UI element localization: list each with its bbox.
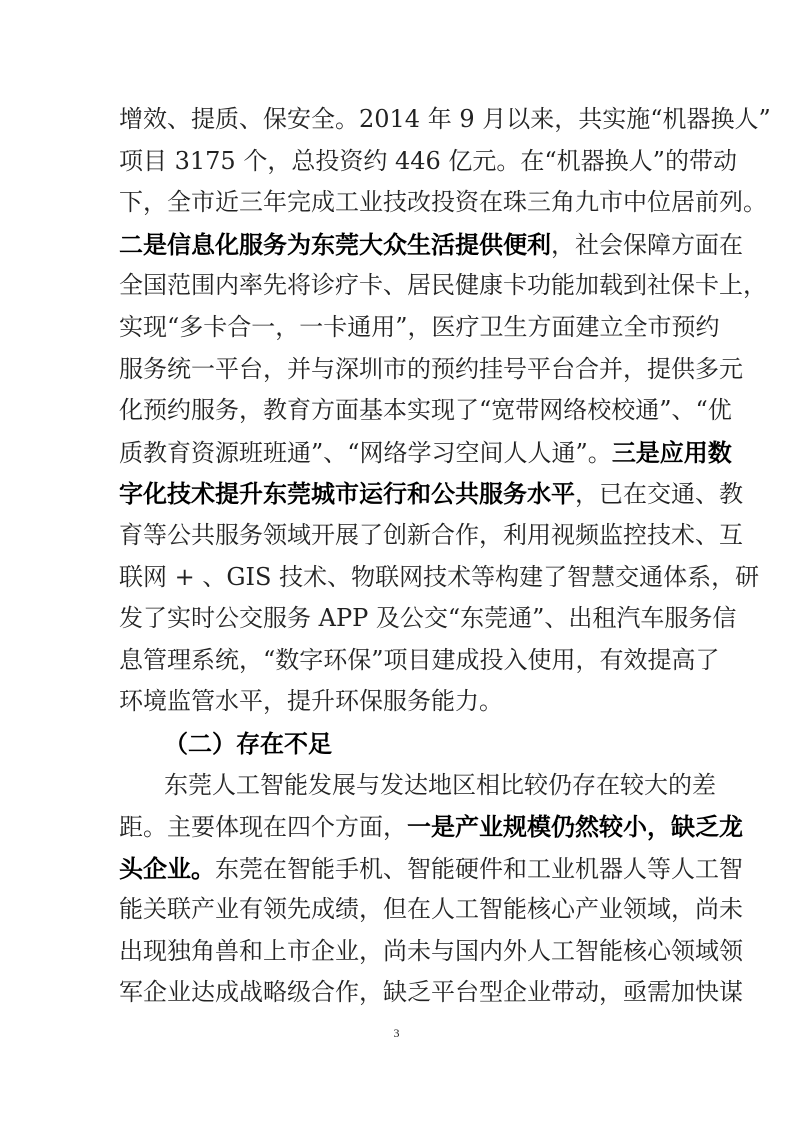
text-line: [119, 515, 743, 557]
text-line: [119, 265, 767, 307]
text-line: [119, 473, 743, 515]
text-segment: 育等公共服务领域开展了创新合作，利用视频监控技术、互: [119, 520, 743, 549]
text-line: [119, 307, 720, 349]
text-segment: 东莞人工智能发展与发达地区相比较仍存在较大的差: [164, 770, 716, 799]
text-segment: 项目 3175 个，总投资约 446 亿元。在“机器换人”的带动: [119, 146, 737, 175]
text-segment: 化预约服务，教育方面基本实现了“宽带网络校校通”、“优: [119, 396, 732, 425]
text-segment: 军企业达成战略级合作，缺乏平台型企业带动，亟需加快谋: [119, 978, 743, 1007]
page-number: 3: [393, 1026, 400, 1040]
document-body: [119, 99, 771, 1014]
bold-text: 头企业。: [119, 853, 215, 883]
text-segment: 息管理系统，“数字环保”项目建成投入使用，有效提高了: [119, 645, 720, 674]
bold-text: 字化技术提升东莞城市运行和公共服务水平: [119, 479, 575, 509]
text-line: [119, 765, 716, 807]
text-segment: 质教育资源班班通”、“网络学习空间人人通”。: [119, 438, 612, 467]
text-segment: 服务统一平台，并与深圳市的预约挂号平台合并，提供多元: [119, 354, 743, 383]
bold-text: 三是应用数: [611, 437, 732, 467]
text-segment: 全国范围内率先将诊疗卡、居民健康卡功能加载到社保卡上，: [119, 271, 767, 300]
bold-text: （二）存在不足: [164, 728, 332, 758]
text-segment: 实现“多卡合一，一卡通用”，医疗卫生方面建立全市预约: [119, 312, 720, 341]
section-heading: [119, 723, 676, 765]
text-line: [119, 557, 760, 599]
text-segment: 距。主要体现在四个方面，: [119, 813, 407, 842]
text-segment: 环境监管水平，提升环保服务能力。: [119, 687, 503, 716]
text-segment: 出现独角兽和上市企业，尚未与国内外人工智能核心领域领: [119, 936, 743, 965]
text-line: [119, 99, 771, 141]
text-line: [119, 889, 743, 931]
text-line: [119, 432, 732, 474]
text-line: [119, 224, 743, 266]
text-segment: ，社会保障方面在: [551, 230, 743, 259]
text-line: [119, 390, 732, 432]
text-line: [119, 681, 676, 723]
text-line: [119, 640, 720, 682]
text-segment: 下，全市近三年完成工业技改投资在珠三角九市中位居前列。: [119, 188, 767, 217]
bold-text: 二是信息化服务为东莞大众生活提供便利: [119, 229, 551, 259]
text-line: [119, 972, 743, 1014]
text-segment: 发了实时公交服务 APP 及公交“东莞通”、出租汽车服务信: [119, 604, 737, 633]
text-segment: ，已在交通、教: [575, 480, 743, 509]
text-line: [119, 806, 743, 848]
text-line: [119, 848, 743, 890]
text-segment: 东莞在智能手机、智能硬件和工业机器人等人工智: [215, 854, 743, 883]
text-segment: 联网 + 、GIS 技术、物联网技术等构建了智慧交通体系，研: [119, 562, 760, 591]
text-segment: 增效、提质、保安全。2014 年 9 月以来，共实施“机器换人”: [119, 105, 771, 133]
text-line: [119, 349, 743, 391]
text-line: [119, 931, 743, 973]
text-line: [119, 141, 737, 183]
text-line: [119, 182, 767, 224]
text-segment: 能关联产业有领先成绩，但在人工智能核心产业领域，尚未: [119, 895, 743, 924]
text-line: [119, 598, 737, 640]
bold-text: 一是产业规模仍然较小，缺乏龙: [407, 812, 743, 842]
